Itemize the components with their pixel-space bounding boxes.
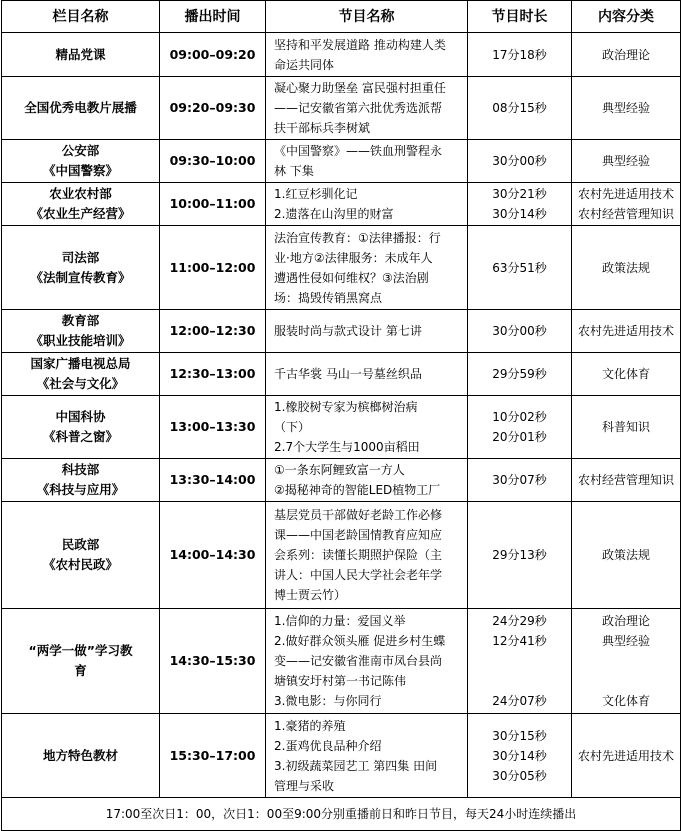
program-name-cell — [266, 33, 468, 77]
column-name-cell — [2, 183, 160, 226]
column-name-line: 地方特色教材 — [42, 747, 118, 763]
category-cell — [572, 353, 681, 396]
category-line: 农村经营管理知识 — [577, 473, 674, 487]
column-name-cell — [2, 33, 160, 77]
program-name-line: 法治宣传教育：①法律播报：行 — [274, 230, 441, 245]
duration-cell — [468, 140, 572, 183]
duration-line: 24分29秒 — [492, 614, 547, 628]
air-time-cell: 10:00–11:00 — [160, 183, 266, 226]
column-name-cell — [2, 226, 160, 310]
column-name-cell — [2, 609, 160, 714]
program-name-line: 会系列：读懂长期照护保险（主 — [274, 548, 443, 562]
duration-line: 10分02秒 — [492, 410, 547, 424]
program-name-line: 1.信仰的力量：爱国义举 — [274, 614, 406, 628]
column-name-cell — [2, 502, 160, 609]
program-name-line: 坚持和平发展道路 推动构建人类 — [274, 37, 446, 52]
duration-line: 17分18秒 — [492, 47, 547, 62]
duration-cell — [468, 353, 572, 396]
column-name-line: 《法制宣传教育》 — [30, 269, 131, 285]
column-name-line: 《农业生产经营》 — [30, 206, 131, 221]
column-name-cell — [2, 310, 160, 353]
column-name-line: 育 — [74, 663, 87, 678]
program-name-line: 业·地方②法律服务：未成年人 — [274, 250, 433, 265]
program-name-line: 管理与采收 — [274, 778, 335, 793]
program-name-cell — [266, 396, 468, 459]
column-name-line: 《科普之窗》 — [42, 429, 118, 444]
duration-cell — [468, 502, 572, 609]
category-line: 政治理论 — [601, 614, 650, 628]
category-cell — [572, 226, 681, 310]
duration-cell — [468, 33, 572, 77]
duration-line: 30分21秒 — [492, 187, 547, 201]
program-schedule-table — [1, 0, 681, 831]
program-name-line: 千古华裳 马山一号墓丝织品 — [274, 367, 422, 381]
program-name-cell — [266, 77, 468, 140]
program-name-cell — [266, 502, 468, 609]
category-line: 文化体育 — [601, 694, 650, 708]
program-name-line: 1.豪猪的养殖 — [274, 718, 346, 733]
column-name-line: 司法部 — [61, 249, 100, 265]
category-cell — [572, 140, 681, 183]
column-name-cell — [2, 77, 160, 140]
program-name-line: 2.做好群众领头雁 促进乡村生蝶 — [274, 634, 446, 648]
program-name-line: 《中国警察》——铁血刑警程永 — [274, 144, 443, 158]
column-name-line: 国家广播电视总局 — [30, 356, 131, 371]
program-name-line: 1.橡胶树专家为槟榔树治病 — [274, 400, 418, 414]
program-name-line: 凝心聚力助堡垒 富民强村担重任 — [274, 81, 446, 95]
table-row — [2, 502, 681, 609]
category-cell — [572, 33, 681, 77]
table-row — [2, 140, 681, 183]
duration-cell — [468, 77, 572, 140]
category-line: 农村先进适用技术 — [577, 187, 674, 201]
table-row — [2, 183, 681, 226]
footer-row — [2, 798, 681, 831]
program-name-line: 变——记安徽省淮南市凤台县尚 — [274, 654, 443, 668]
table-row — [2, 33, 681, 77]
duration-cell — [468, 226, 572, 310]
category-line: 文化体育 — [601, 367, 650, 381]
duration-line: 29分13秒 — [492, 548, 547, 562]
duration-line: 30分14秒 — [492, 748, 547, 763]
category-line: 农村经营管理知识 — [577, 207, 674, 221]
program-name-line: 课——中国老龄国情教育应知应 — [274, 528, 443, 542]
column-name-line: “两学一做”学习教 — [28, 643, 133, 658]
category-line: 政策法规 — [601, 260, 650, 275]
header-program-name: 节目名称 — [266, 1, 468, 33]
header-air-time: 播出时间 — [160, 1, 266, 33]
duration-line: 30分00秒 — [492, 324, 547, 338]
program-name-line: 博士贾云竹） — [274, 588, 347, 602]
duration-line: 20分01秒 — [492, 430, 547, 444]
air-time-cell: 15:30–17:00 — [160, 714, 266, 798]
program-name-cell — [266, 353, 468, 396]
category-cell — [572, 714, 681, 798]
program-name-cell — [266, 183, 468, 226]
program-name-line: 基层党员干部做好老龄工作必修 — [274, 508, 443, 522]
column-name-line: 民政部 — [61, 537, 100, 552]
program-name-line: ①一条东阿鲤致富一方人 — [274, 463, 405, 477]
header-column-name: 栏目名称 — [2, 1, 160, 33]
category-cell — [572, 502, 681, 609]
column-name-cell — [2, 714, 160, 798]
column-name-line: 科技部 — [61, 462, 100, 477]
program-name-cell — [266, 714, 468, 798]
program-name-line: 扶干部标兵李树斌 — [274, 121, 371, 135]
column-name-line: 农业农村部 — [49, 186, 112, 201]
program-name-line: 2.蛋鸡优良品种介绍 — [274, 738, 382, 753]
duration-cell — [468, 459, 572, 502]
program-name-line: 命运共同体 — [274, 57, 335, 72]
air-time-cell: 09:30–10:00 — [160, 140, 266, 183]
program-name-line: 服装时尚与款式设计 第七讲 — [274, 324, 422, 338]
program-name-cell — [266, 310, 468, 353]
column-name-cell — [2, 459, 160, 502]
program-name-line: 3.初级蔬菜园艺工 第四集 田间 — [274, 758, 438, 773]
category-line — [576, 651, 676, 671]
category-cell — [572, 609, 681, 714]
program-name-line: 讲人：中国人民大学社会老年学 — [274, 568, 443, 582]
column-name-line: 中国科协 — [55, 409, 106, 424]
air-time-cell: 12:30–13:00 — [160, 353, 266, 396]
column-name-line: 教育部 — [61, 313, 100, 328]
program-name-cell — [266, 226, 468, 310]
category-cell — [572, 310, 681, 353]
program-name-line: ——记安徽省第六批优秀选派帮 — [274, 101, 443, 115]
category-cell — [572, 77, 681, 140]
column-name-line: 公安部 — [61, 143, 100, 158]
program-name-line: 林 下集 — [274, 164, 314, 178]
table-row — [2, 226, 681, 310]
duration-cell — [468, 714, 572, 798]
program-name-line: 塘镇安圩村第一书记陈伟 — [274, 674, 407, 688]
category-line: 科普知识 — [601, 420, 650, 434]
duration-cell — [468, 609, 572, 714]
table-row — [2, 609, 681, 714]
category-cell — [572, 396, 681, 459]
column-name-line: 《中国警察》 — [42, 163, 118, 178]
air-time-cell: 14:30–15:30 — [160, 609, 266, 714]
column-name-cell — [2, 140, 160, 183]
table-row — [2, 714, 681, 798]
air-time-cell: 11:00–12:00 — [160, 226, 266, 310]
program-name-cell — [266, 459, 468, 502]
category-line: 典型经验 — [601, 634, 650, 648]
duration-line: 30分00秒 — [492, 154, 547, 168]
header-row — [2, 1, 681, 33]
rebroadcast-note: 17:00至次日1：00，次日1：00至9:00分别重播前日和昨日节目，每天24小时连续播出 — [2, 798, 681, 831]
air-time-cell: 14:00–14:30 — [160, 502, 266, 609]
category-line: 农村先进适用技术 — [577, 324, 674, 338]
column-name-line: 精品党课 — [55, 46, 106, 62]
duration-cell — [468, 183, 572, 226]
duration-line: 30分14秒 — [492, 207, 547, 221]
schedule-body — [2, 33, 681, 798]
duration-cell — [468, 396, 572, 459]
category-line: 政策法规 — [601, 548, 650, 562]
program-name-line: 3.微电影：与你同行 — [274, 694, 382, 708]
table-row — [2, 396, 681, 459]
air-time-cell: 13:00–13:30 — [160, 396, 266, 459]
table-row — [2, 77, 681, 140]
table-row — [2, 353, 681, 396]
column-name-line: 《职业技能培训》 — [30, 333, 131, 348]
duration-line: 63分51秒 — [492, 260, 547, 275]
program-name-line: 遭遇性侵如何维权？③法治剧 — [274, 270, 429, 285]
program-name-line: ②揭秘神奇的智能LED植物工厂 — [274, 483, 441, 497]
program-name-line: （下） — [274, 420, 311, 434]
duration-line — [472, 671, 567, 691]
column-name-cell — [2, 396, 160, 459]
duration-cell — [468, 310, 572, 353]
air-time-cell: 12:00–12:30 — [160, 310, 266, 353]
category-line: 典型经验 — [601, 154, 650, 168]
category-line: 典型经验 — [601, 101, 650, 115]
column-name-line: 《社会与文化》 — [36, 376, 125, 391]
program-name-line: 场：捣毁传销黑窝点 — [274, 290, 383, 305]
column-name-cell — [2, 353, 160, 396]
column-name-line: 全国优秀电教片展播 — [24, 100, 137, 115]
air-time-cell: 13:30–14:00 — [160, 459, 266, 502]
duration-line: 30分07秒 — [492, 473, 547, 487]
duration-line: 30分15秒 — [492, 728, 547, 743]
table-row — [2, 310, 681, 353]
program-name-line: 2.遗落在山沟里的财富 — [274, 207, 394, 221]
program-name-line: 1.红豆杉驯化记 — [274, 187, 358, 201]
duration-line: 30分05秒 — [492, 768, 547, 783]
header-category: 内容分类 — [572, 1, 681, 33]
header-duration: 节目时长 — [468, 1, 572, 33]
duration-line: 29分59秒 — [492, 367, 547, 381]
air-time-cell: 09:00–09:20 — [160, 33, 266, 77]
category-cell — [572, 183, 681, 226]
category-line: 政治理论 — [601, 47, 650, 62]
duration-line — [472, 651, 567, 671]
program-name-line: 2.7个大学生与1000亩稻田 — [274, 440, 420, 454]
program-name-cell — [266, 140, 468, 183]
column-name-line: 《科技与应用》 — [36, 482, 125, 497]
category-line: 农村先进适用技术 — [577, 748, 674, 763]
category-cell — [572, 459, 681, 502]
program-name-cell — [266, 609, 468, 714]
duration-line: 24分07秒 — [492, 694, 547, 708]
duration-line: 12分41秒 — [492, 634, 547, 648]
table-row — [2, 459, 681, 502]
air-time-cell: 09:20–09:30 — [160, 77, 266, 140]
category-line — [576, 671, 676, 691]
duration-line: 08分15秒 — [492, 101, 547, 115]
column-name-line: 《农村民政》 — [42, 557, 118, 572]
